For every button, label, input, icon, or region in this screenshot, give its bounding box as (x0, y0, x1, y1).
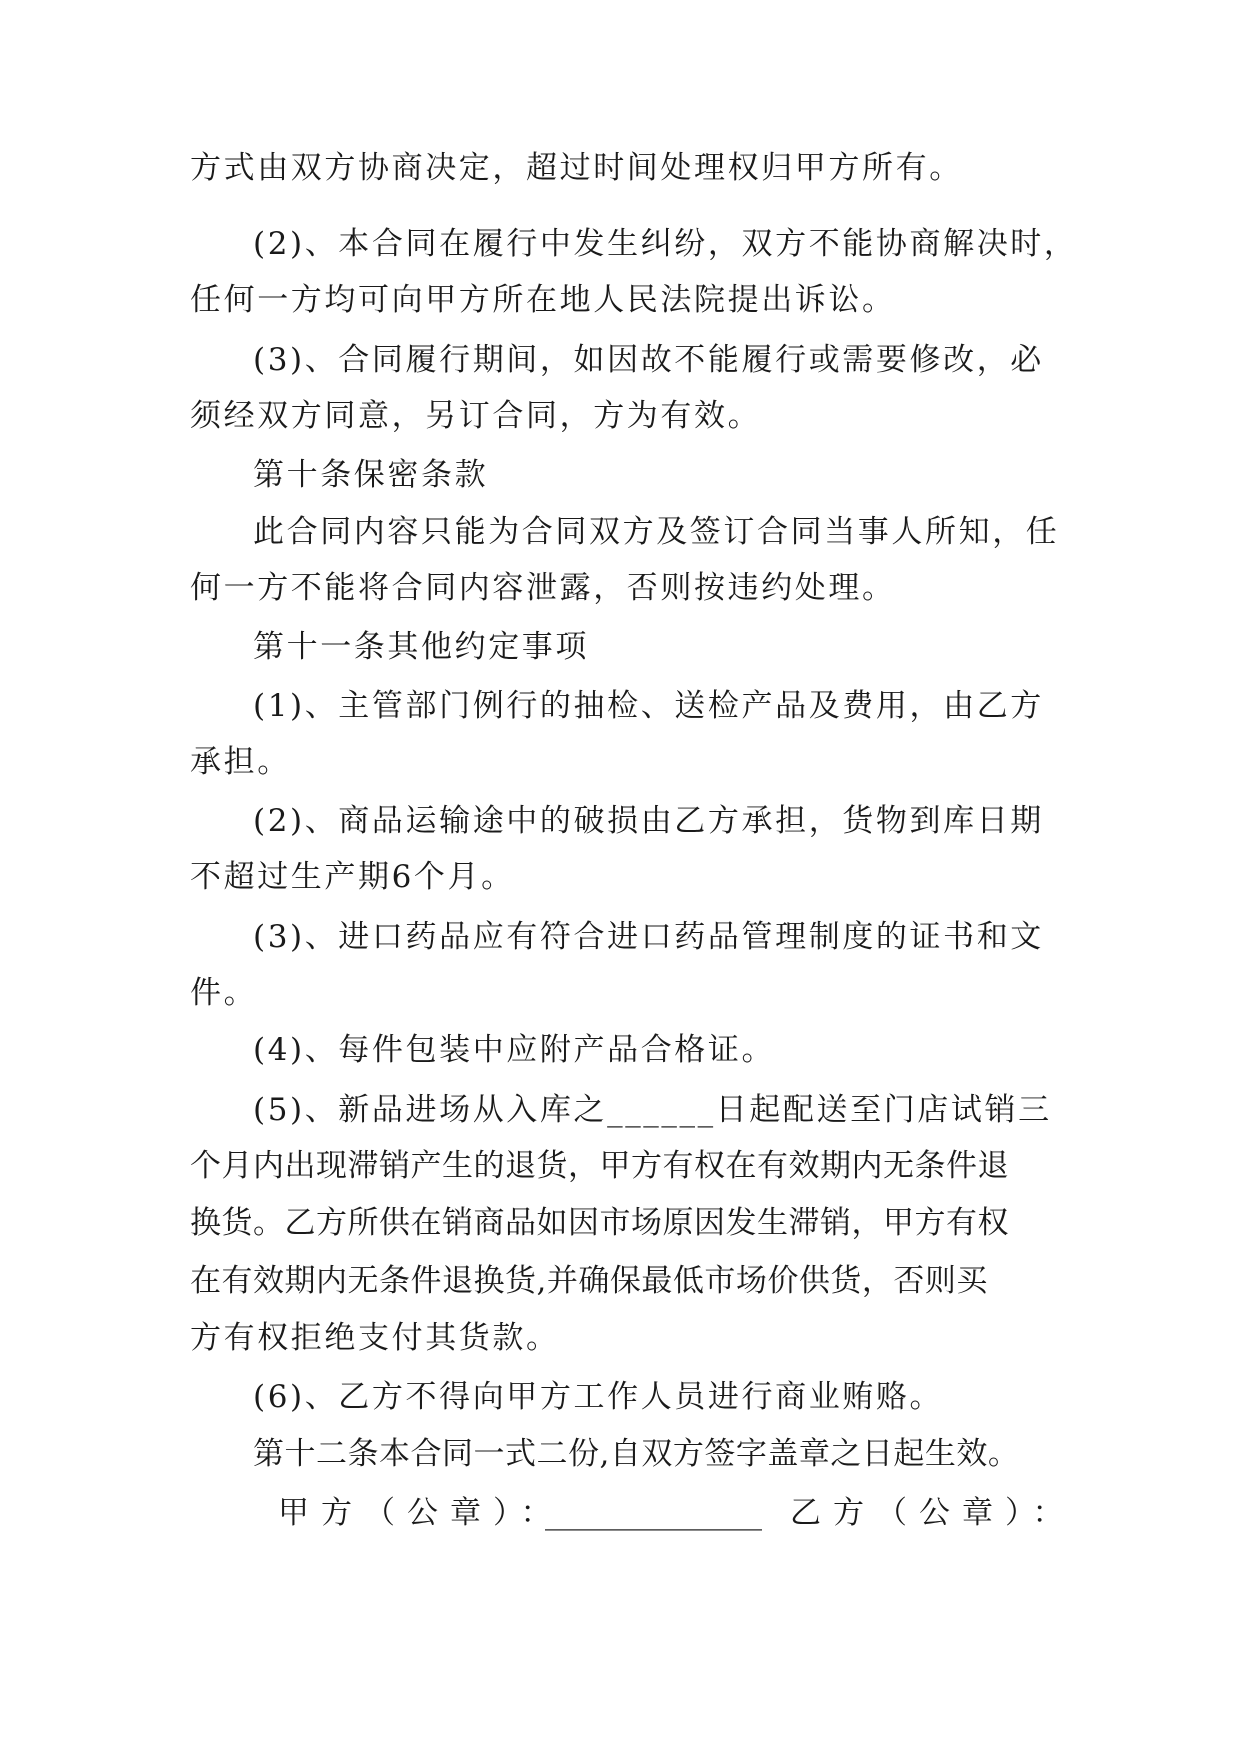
paragraph-line: 方有权拒绝支付其货款。 (190, 1320, 560, 1356)
paragraph-line: 第十二条本合同一式二份,自双方签字盖章之日起生效。 (253, 1436, 1020, 1472)
paragraph-line: (2)、本合同在履行中发生纠纷，双方不能协商解决时， (253, 226, 1078, 262)
paragraph-line: 此合同内容只能为合同双方及签订合同当事人所知，任 (253, 514, 1060, 550)
party-b-seal-label: 乙方（公章）： (790, 1495, 1076, 1531)
section-heading: 第十一条其他约定事项 (253, 629, 589, 665)
paragraph-line: 在有效期内无条件退换货,并确保最低市场价供货，否则买 (190, 1263, 988, 1299)
paragraph-line: 何一方不能将合同内容泄露，否则按违约处理。 (190, 570, 896, 606)
section-heading: 第十条保密条款 (253, 457, 489, 493)
paragraph-line: (2)、商品运输途中的破损由乙方承担，货物到库日期 (253, 803, 1044, 839)
paragraph-line: 任何一方均可向甲方所在地人民法院提出诉讼。 (190, 282, 896, 318)
paragraph-line: (3)、进口药品应有符合进口药品管理制度的证书和文 (253, 919, 1044, 955)
signature-blank: ______________ (545, 1495, 762, 1531)
party-a-seal-label: 甲方（公章）： (278, 1495, 564, 1531)
paragraph-line: 方式由双方协商决定，超过时间处理权归甲方所有。 (190, 150, 963, 186)
paragraph-line: (1)、主管部门例行的抽检、送检产品及费用，由乙方 (253, 688, 1044, 724)
paragraph-line: 承担。 (190, 744, 291, 780)
paragraph-line: (5)、新品进场从入库之______日起配送至门店试销三 (253, 1092, 1052, 1128)
paragraph-line: 不超过生产期6个月。 (190, 859, 515, 895)
paragraph-line: (4)、每件包装中应附产品合格证。 (253, 1032, 776, 1068)
paragraph-line: 须经双方同意，另订合同，方为有效。 (190, 398, 762, 434)
paragraph-line: 个月内出现滞销产生的退货，甲方有权在有效期内无条件退 (190, 1148, 1009, 1184)
paragraph-line: 换货。乙方所供在销商品如因市场原因发生滞销，甲方有权 (190, 1205, 1009, 1241)
paragraph-line: 件。 (190, 975, 258, 1011)
paragraph-line: (3)、合同履行期间，如因故不能履行或需要修改，必 (253, 342, 1044, 378)
paragraph-line: (6)、乙方不得向甲方工作人员进行商业贿赂。 (253, 1379, 944, 1415)
